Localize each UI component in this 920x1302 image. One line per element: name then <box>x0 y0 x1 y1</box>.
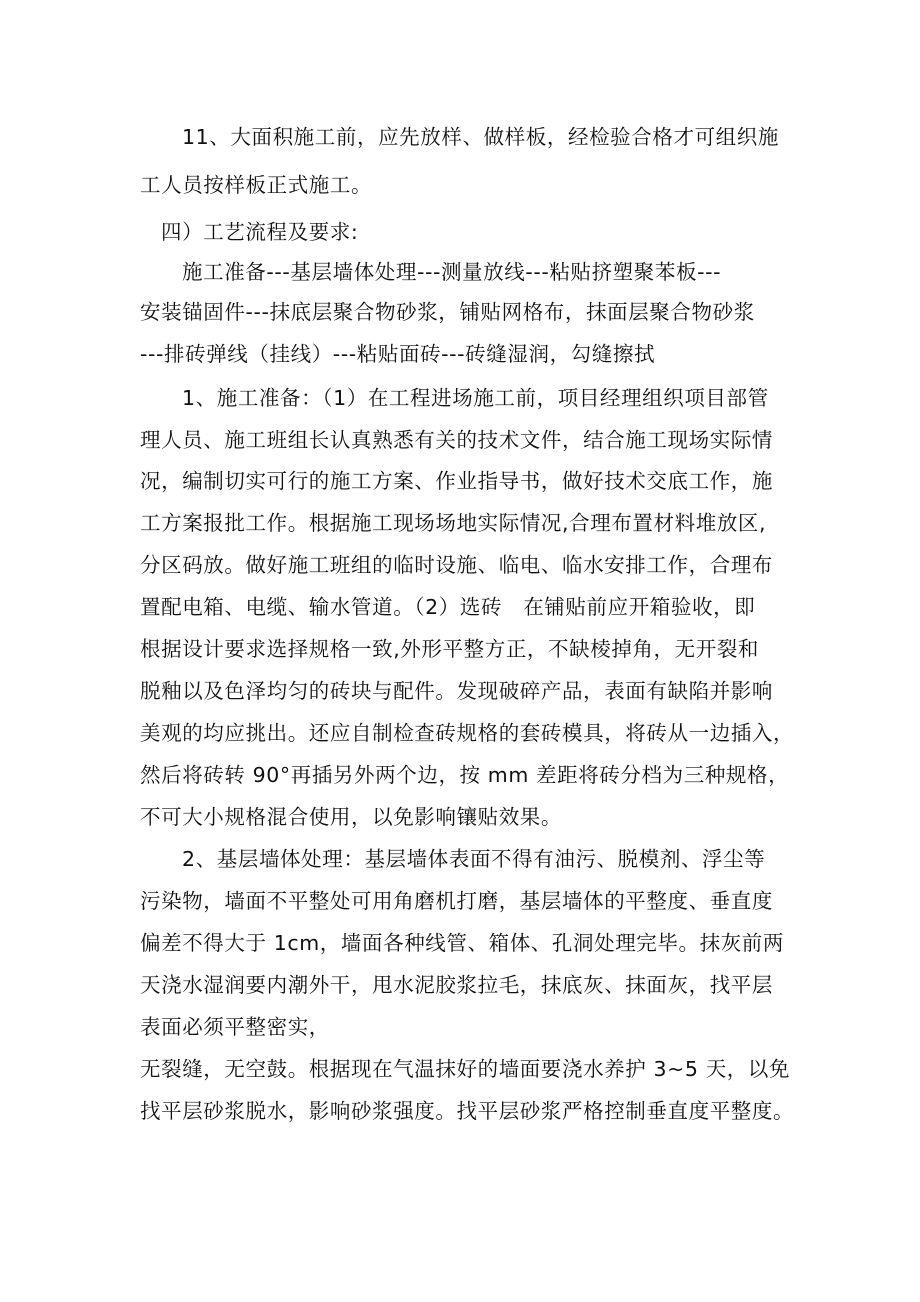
text-line: 2、基层墙体处理：基层墙体表面不得有油污、脱模剂、浮尘等 <box>182 847 766 871</box>
text-line: 污染物，墙面不平整处可用角磨机打磨，基层墙体的平整度、垂直度 <box>140 889 773 913</box>
text-line: 然后将砖转 90°再插另外两个边，按 mm 差距将砖分档为三种规格， <box>140 763 790 787</box>
text-line: 置配电箱、电缆、输水管道。（2）选砖 在铺贴前应开箱验收，即 <box>140 595 756 619</box>
text-line: 分区码放。做好施工班组的临时设施、临电、临水安排工作，合理布 <box>140 553 773 577</box>
text-line: 施工准备---基层墙体处理---测量放线---粘贴挤塑聚苯板--- <box>182 260 722 284</box>
text-line: 况，编制切实可行的施工方案、作业指导书，做好技术交底工作，施 <box>140 469 773 493</box>
text-line: 找平层砂浆脱水，影响砂浆强度。找平层砂浆严格控制垂直度平整度。 <box>140 1099 795 1123</box>
text-line: 11、大面积施工前，应先放样、做样板，经检验合格才可组织施 <box>182 125 779 149</box>
text-line: 无裂缝，无空鼓。根据现在气温抹好的墙面要浇水养护 3~5 天，以免 <box>140 1057 791 1081</box>
text-line: 不可大小规格混合使用，以免影响镶贴效果。 <box>140 805 562 829</box>
text-line: 天浇水湿润要内潮外干，甩水泥胶浆拉毛，抹底灰、抹面灰，找平层 <box>140 973 773 997</box>
text-line: 表面必须平整密实， <box>140 1015 330 1039</box>
text-line: 安装锚固件---抹底层聚合物砂浆，铺贴网格布，抹面层聚合物砂浆 <box>140 300 755 324</box>
text-line: 工人员按样板正式施工。 <box>140 173 373 197</box>
text-line: 工方案报批工作。根据施工现场场地实际情况,合理布置材料堆放区, <box>140 511 767 535</box>
text-line: ---排砖弹线（挂线）---粘贴面砖---砖缝湿润，勾缝擦拭 <box>140 342 656 366</box>
text-line: 1、施工准备：（1）在工程进场施工前，项目经理组织项目部管 <box>182 386 769 410</box>
section-heading: 四）工艺流程及要求: <box>161 220 359 244</box>
text-line: 偏差不得大于 1cm，墙面各种线管、箱体、孔洞处理完毕。抹灰前两 <box>140 931 784 955</box>
text-line: 脱釉以及色泽均匀的砖块与配件。发现破碎产品，表面有缺陷并影响 <box>140 679 773 703</box>
text-line: 美观的均应挑出。还应自制检查砖规格的套砖模具，将砖从一边插入， <box>140 721 795 745</box>
text-line: 理人员、施工班组长认真熟悉有关的技术文件，结合施工现场实际情 <box>140 428 773 452</box>
text-line: 根据设计要求选择规格一致,外形平整方正，不缺棱掉角，无开裂和 <box>140 637 760 661</box>
